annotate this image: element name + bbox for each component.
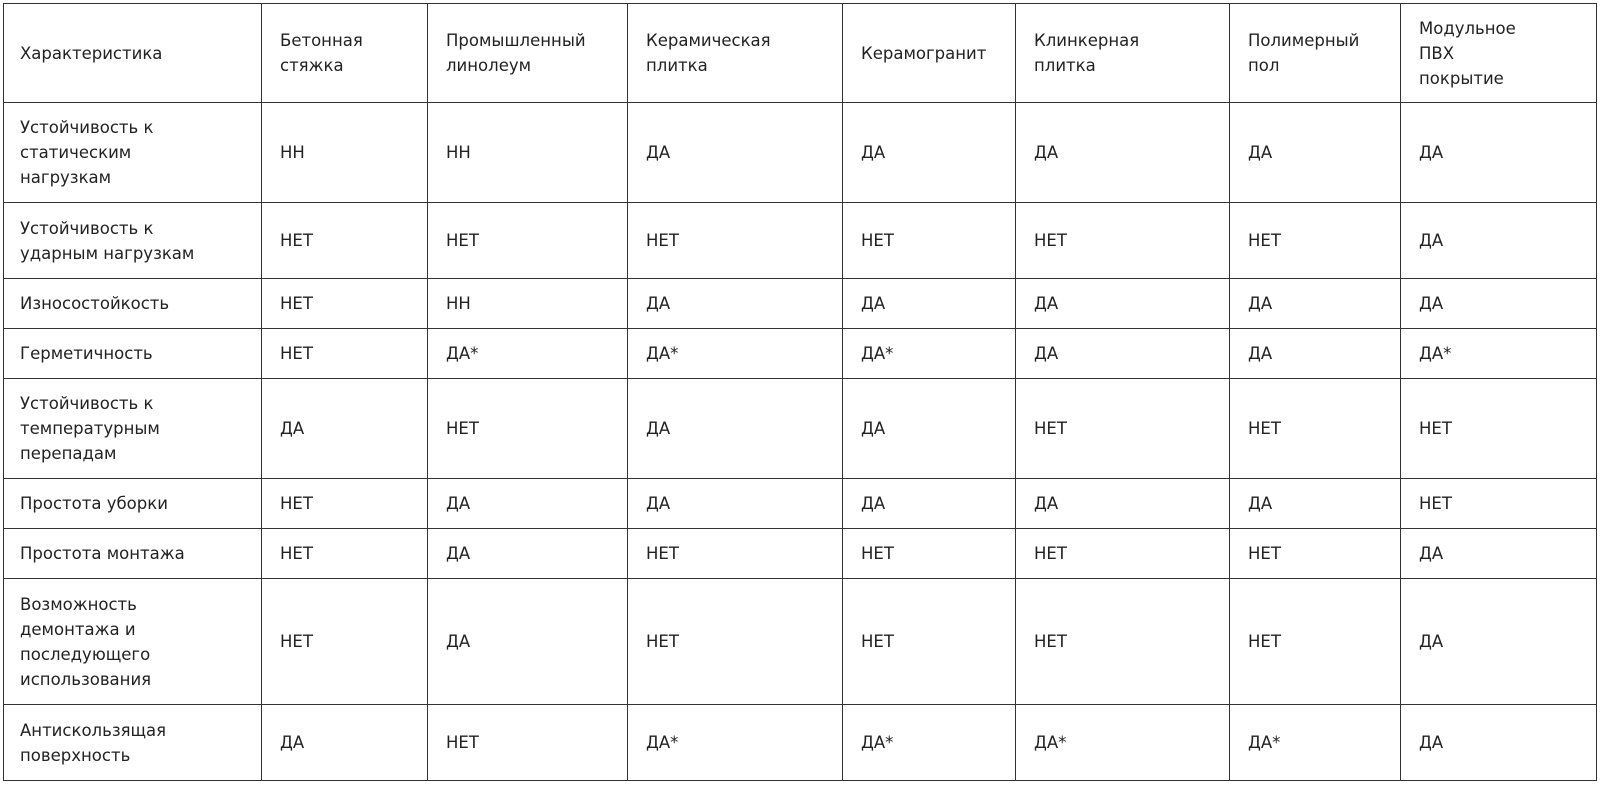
- value-cell: НЕТ: [628, 529, 843, 579]
- value-cell: НЕТ: [843, 203, 1016, 279]
- cell-text-line: Устойчивость к: [20, 218, 154, 238]
- cell-text-line: перепадам: [20, 444, 117, 463]
- cell-text-line: температурным: [20, 419, 160, 438]
- cell-text-line: последующего: [20, 644, 151, 664]
- value-cell: НЕТ: [628, 203, 843, 279]
- cell-text-line: Керамогранит: [861, 43, 987, 63]
- cell-text-line: пол: [1248, 56, 1280, 75]
- value-cell: ДА*: [428, 329, 628, 379]
- row-label: [4, 103, 262, 203]
- value-cell: ДА: [1016, 479, 1230, 529]
- header-column: [843, 4, 1016, 103]
- value-cell: НЕТ: [1230, 203, 1401, 279]
- value-cell: НЕТ: [1016, 529, 1230, 579]
- table-row: [4, 279, 1597, 329]
- value-cell: ДА: [628, 379, 843, 479]
- table-row: [4, 103, 1597, 203]
- value-cell: ДА: [262, 379, 428, 479]
- value-cell: НЕТ: [262, 329, 428, 379]
- cell-text-line: плитка: [1034, 56, 1096, 75]
- cell-text-line: Возможность: [20, 594, 137, 614]
- cell-text-line: Характеристика: [20, 43, 163, 63]
- value-cell: НЕТ: [843, 529, 1016, 579]
- value-cell: ДА: [1230, 279, 1401, 329]
- row-label: [4, 479, 262, 529]
- value-cell: ДА: [1401, 579, 1597, 705]
- row-label: [4, 579, 262, 705]
- table-row: [4, 479, 1597, 529]
- value-cell: НЕТ: [1401, 479, 1597, 529]
- cell-text-line: плитка: [646, 56, 708, 75]
- value-cell: ДА: [843, 103, 1016, 203]
- value-cell: НН: [428, 103, 628, 203]
- header-column: [1401, 4, 1597, 103]
- cell-text-line: поверхность: [20, 745, 131, 765]
- value-cell: НЕТ: [1016, 379, 1230, 479]
- value-cell: НЕТ: [1230, 379, 1401, 479]
- value-cell: НН: [428, 279, 628, 329]
- value-cell: НЕТ: [262, 579, 428, 705]
- cell-text-line: Простота монтажа: [20, 544, 185, 563]
- value-cell: ДА: [628, 479, 843, 529]
- cell-text-line: Промышленный: [446, 31, 586, 50]
- value-cell: НЕТ: [1230, 529, 1401, 579]
- header-row: [4, 4, 1597, 103]
- value-cell: НЕТ: [428, 705, 628, 781]
- cell-text-line: Клинкерная: [1034, 31, 1140, 50]
- cell-text-line: Герметичность: [20, 344, 153, 363]
- value-cell: ДА*: [843, 329, 1016, 379]
- header-column: [628, 4, 843, 103]
- value-cell: ДА*: [1401, 329, 1597, 379]
- cell-text-line: Модульное: [1419, 18, 1516, 38]
- value-cell: ДА: [1401, 529, 1597, 579]
- table-body: [4, 4, 1597, 781]
- value-cell: ДА: [428, 529, 628, 579]
- value-cell: ДА*: [628, 705, 843, 781]
- value-cell: ДА: [628, 103, 843, 203]
- value-cell: ДА: [843, 479, 1016, 529]
- value-cell: ДА*: [843, 705, 1016, 781]
- value-cell: НЕТ: [262, 529, 428, 579]
- value-cell: НЕТ: [262, 279, 428, 329]
- header-column: [262, 4, 428, 103]
- value-cell: ДА: [1016, 103, 1230, 203]
- row-label: [4, 203, 262, 279]
- table-row: [4, 529, 1597, 579]
- value-cell: ДА: [1230, 479, 1401, 529]
- value-cell: ДА: [262, 705, 428, 781]
- comparison-table: [3, 3, 1597, 781]
- header-characteristic: [4, 4, 262, 103]
- value-cell: НЕТ: [843, 579, 1016, 705]
- table-row: [4, 329, 1597, 379]
- value-cell: НЕТ: [628, 579, 843, 705]
- value-cell: ДА: [843, 379, 1016, 479]
- value-cell: НЕТ: [1230, 579, 1401, 705]
- cell-text-line: Простота уборки: [20, 494, 168, 513]
- table-row: [4, 579, 1597, 705]
- value-cell: ДА: [628, 279, 843, 329]
- cell-text-line: Бетонная: [280, 31, 363, 50]
- header-column: [1016, 4, 1230, 103]
- cell-text-line: стяжка: [280, 56, 344, 75]
- value-cell: ДА: [1401, 279, 1597, 329]
- value-cell: ДА: [1230, 103, 1401, 203]
- cell-text-line: Антискользящая: [20, 720, 167, 740]
- row-label: [4, 705, 262, 781]
- row-label: [4, 379, 262, 479]
- value-cell: ДА: [1401, 705, 1597, 781]
- value-cell: НН: [262, 103, 428, 203]
- cell-text-line: Устойчивость к: [20, 394, 154, 413]
- value-cell: ДА*: [1016, 705, 1230, 781]
- value-cell: НЕТ: [262, 203, 428, 279]
- value-cell: ДА: [1016, 329, 1230, 379]
- value-cell: НЕТ: [1401, 379, 1597, 479]
- cell-text-line: покрытие: [1419, 68, 1504, 88]
- row-label: [4, 279, 262, 329]
- cell-text-line: ударным нагрузкам: [20, 243, 195, 263]
- header-column: [428, 4, 628, 103]
- cell-text-line: ПВХ: [1419, 43, 1455, 63]
- value-cell: ДА: [1230, 329, 1401, 379]
- cell-text-line: статическим: [20, 143, 132, 162]
- table-row: [4, 203, 1597, 279]
- value-cell: ДА: [1401, 103, 1597, 203]
- value-cell: ДА*: [1230, 705, 1401, 781]
- cell-text-line: Устойчивость к: [20, 118, 154, 137]
- value-cell: НЕТ: [1016, 203, 1230, 279]
- cell-text-line: демонтажа и: [20, 619, 136, 639]
- cell-text-line: Износостойкость: [20, 294, 170, 313]
- value-cell: НЕТ: [262, 479, 428, 529]
- value-cell: ДА: [1016, 279, 1230, 329]
- value-cell: ДА*: [628, 329, 843, 379]
- value-cell: ДА: [843, 279, 1016, 329]
- table-row: [4, 705, 1597, 781]
- value-cell: ДА: [428, 479, 628, 529]
- cell-text-line: Керамическая: [646, 31, 771, 50]
- row-label: [4, 329, 262, 379]
- value-cell: ДА: [1401, 203, 1597, 279]
- cell-text-line: линолеум: [446, 56, 532, 75]
- value-cell: НЕТ: [428, 203, 628, 279]
- row-label: [4, 529, 262, 579]
- value-cell: НЕТ: [428, 379, 628, 479]
- cell-text-line: нагрузкам: [20, 168, 112, 187]
- cell-text-line: Полимерный: [1248, 31, 1360, 50]
- cell-text-line: использования: [20, 669, 152, 689]
- header-column: [1230, 4, 1401, 103]
- table-row: [4, 379, 1597, 479]
- value-cell: НЕТ: [1016, 579, 1230, 705]
- value-cell: ДА: [428, 579, 628, 705]
